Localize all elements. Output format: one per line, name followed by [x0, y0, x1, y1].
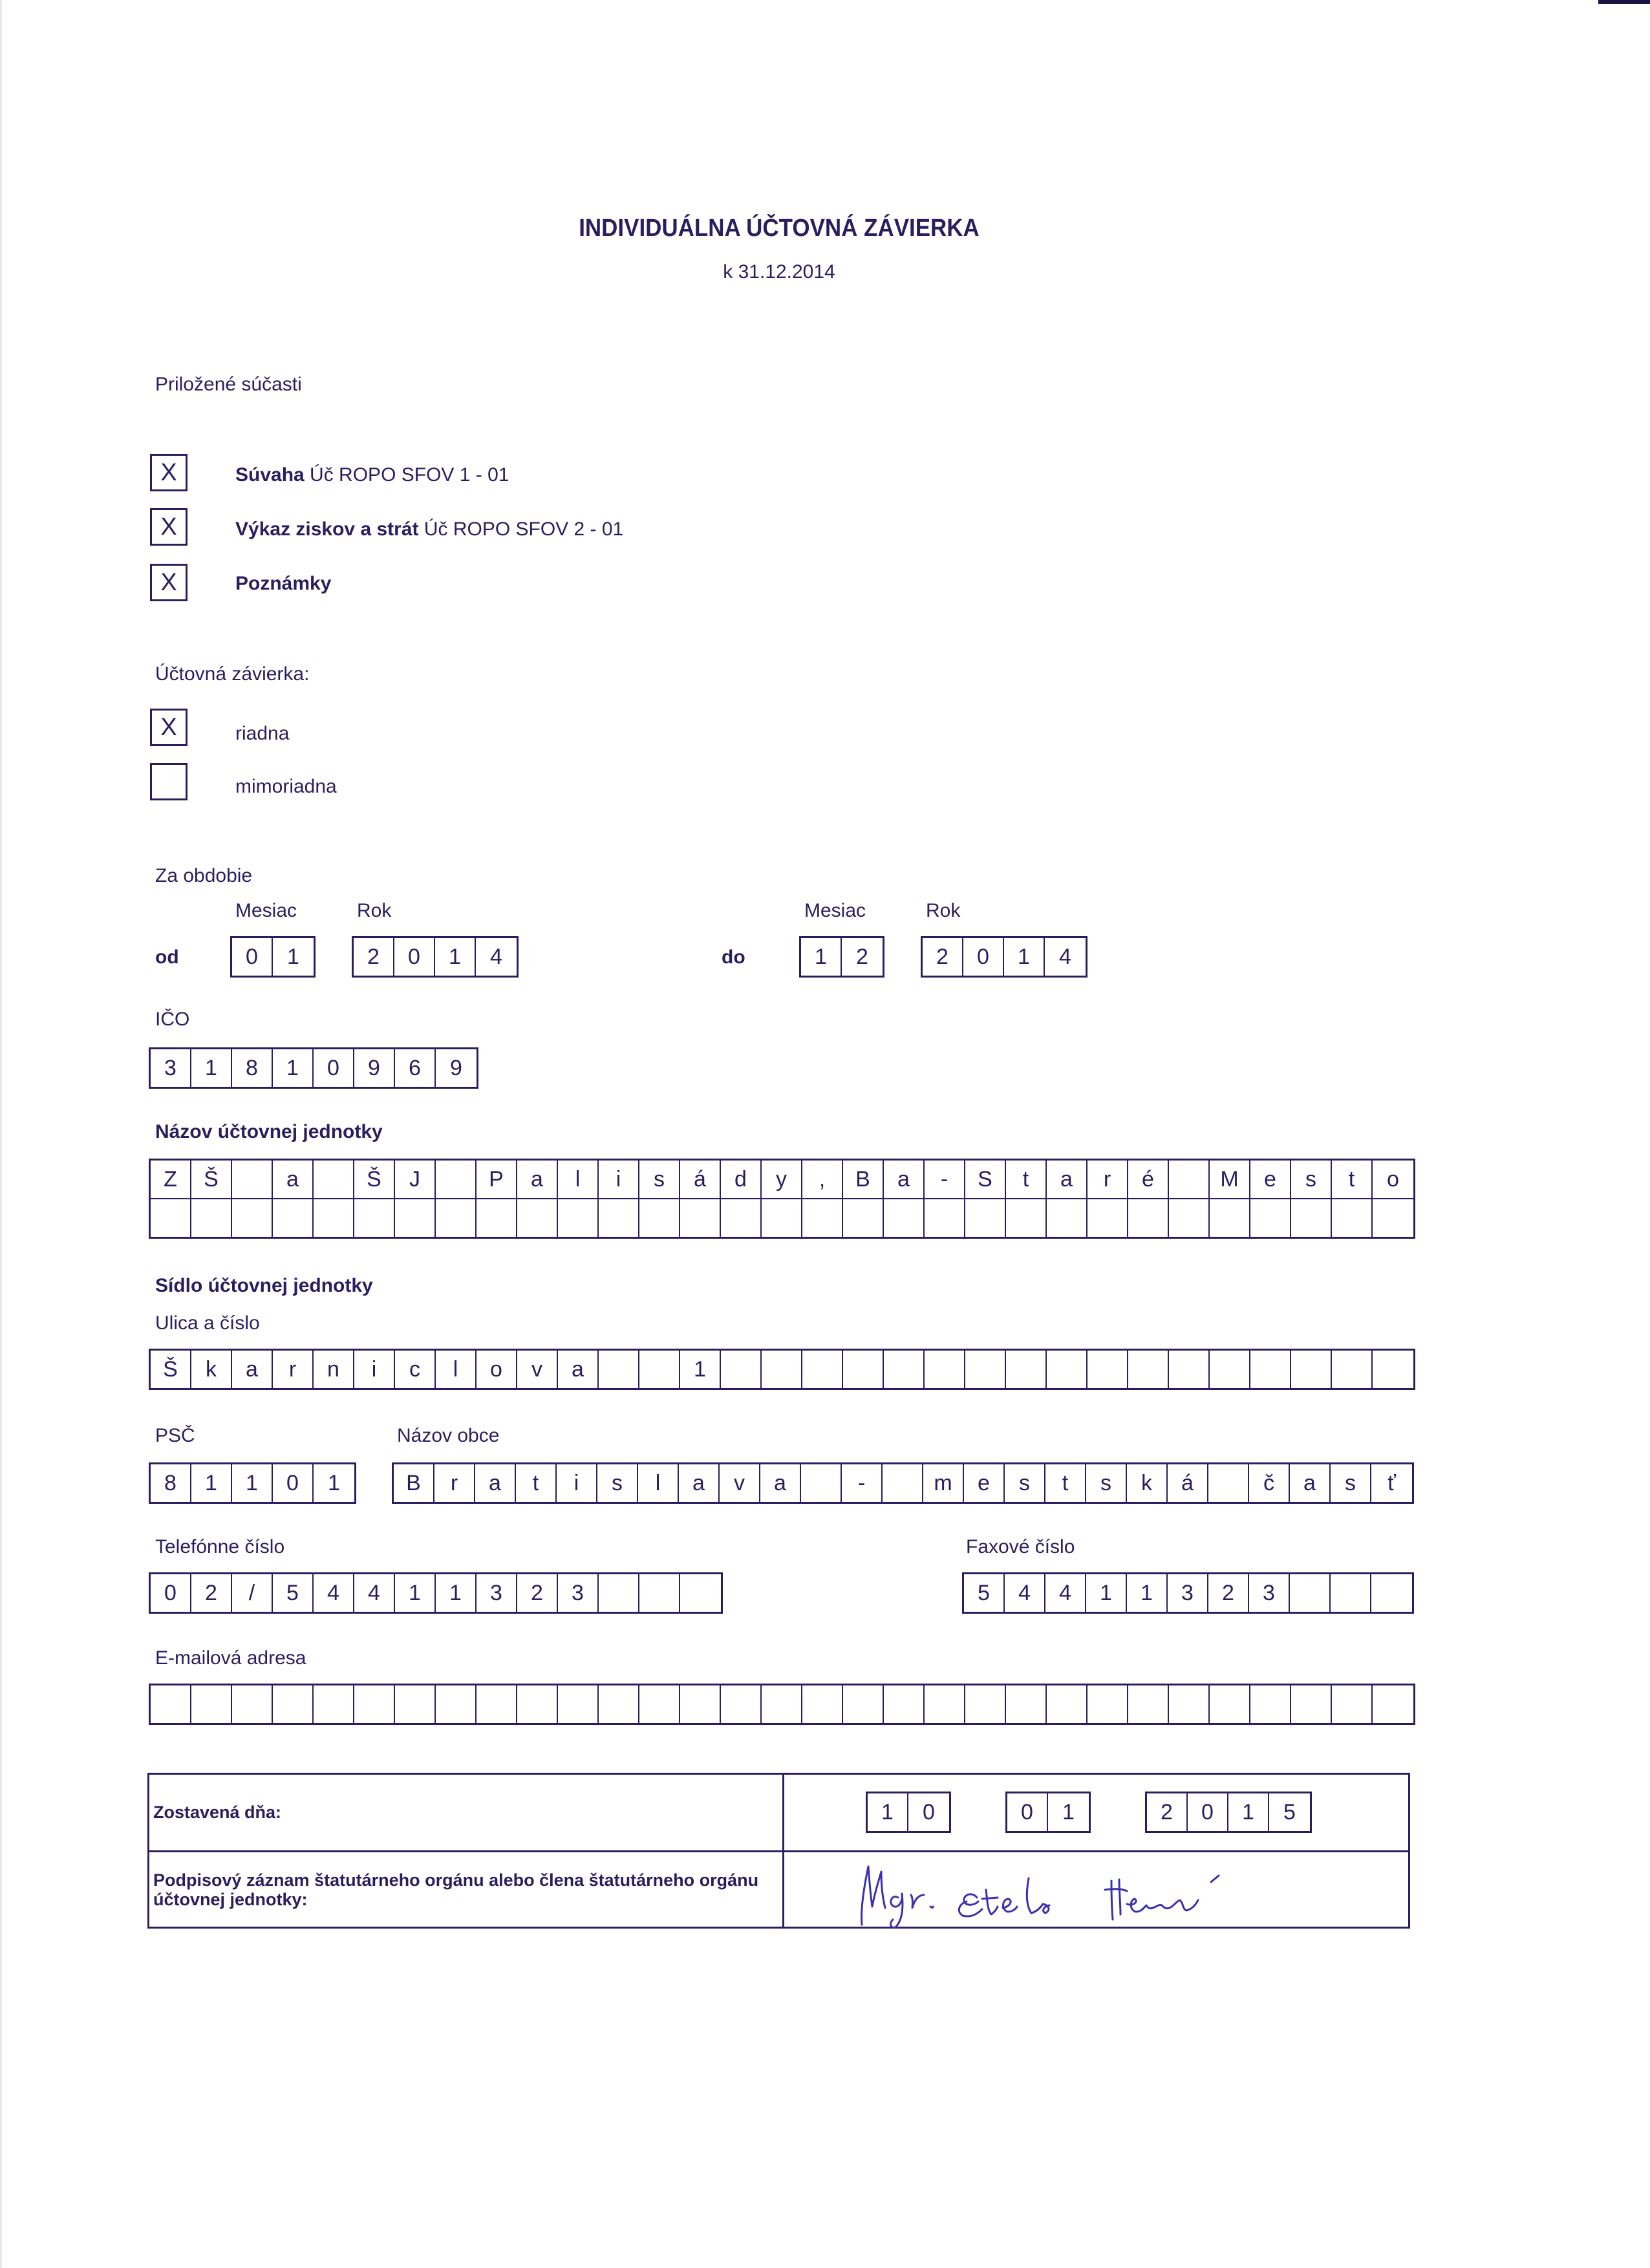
char-cell: [883, 1464, 923, 1502]
char-cell: [843, 1685, 884, 1723]
char-cell: i: [354, 1351, 395, 1388]
char-cell: [314, 1199, 354, 1237]
attachments-heading: Priložené súčasti: [155, 374, 302, 395]
period-from-year-label: Rok: [357, 900, 392, 921]
char-cell: [354, 1199, 395, 1237]
char-cell: a: [273, 1161, 314, 1198]
char-cell: s: [1331, 1464, 1371, 1502]
char-cell: [1047, 1351, 1088, 1388]
digit-cell: 3: [1168, 1574, 1208, 1612]
char-cell: [843, 1351, 884, 1388]
digit-cell: 4: [1059, 945, 1071, 969]
char-cell: [232, 1161, 273, 1198]
document-date: k 31.12.2014: [723, 261, 835, 283]
digit-cell: 8: [232, 1049, 273, 1087]
char-cell: [191, 1199, 232, 1237]
digit-cell: 1: [868, 1793, 908, 1831]
handwritten-signature: [784, 1852, 1418, 1929]
char-cell: t: [1045, 1464, 1086, 1502]
seat-heading: Sídlo účtovnej jednotky: [155, 1275, 373, 1296]
char-cell: č: [1249, 1464, 1290, 1502]
char-cell: [1332, 1199, 1373, 1237]
char-cell: [1210, 1685, 1250, 1723]
char-cell: r: [1088, 1161, 1128, 1198]
digit-cell: 2: [856, 945, 868, 969]
char-cell: l: [436, 1351, 477, 1388]
char-cell: [517, 1685, 558, 1723]
digit-cell: 1: [1228, 1793, 1269, 1831]
char-cell: [354, 1685, 395, 1723]
char-cell: t: [516, 1464, 557, 1502]
char-cell: [1373, 1199, 1413, 1237]
char-cell: [395, 1685, 436, 1723]
char-cell: o: [477, 1351, 517, 1388]
attachment-row-suvaha: [150, 454, 188, 491]
char-cell: [517, 1199, 558, 1237]
digit-cell: 2: [1208, 1574, 1249, 1612]
period-heading: Za obdobie: [155, 865, 253, 886]
char-cell: [965, 1685, 1006, 1723]
char-cell: [191, 1685, 232, 1723]
phone-field[interactable]: [149, 1572, 723, 1614]
char-cell: [843, 1199, 884, 1237]
char-cell: [925, 1685, 965, 1723]
char-cell: M: [1210, 1161, 1250, 1198]
period-from-label: od: [155, 947, 179, 968]
attachment-label: [235, 573, 331, 595]
char-cell: l: [558, 1161, 599, 1198]
char-cell: [599, 1351, 639, 1388]
digit-cell: 4: [1005, 1574, 1045, 1612]
char-cell: [273, 1685, 314, 1723]
char-cell: [1291, 1351, 1332, 1388]
char-cell: t: [1332, 1161, 1373, 1198]
digit-cell: 0: [394, 938, 435, 976]
period-from-month[interactable]: [230, 936, 316, 978]
char-cell: á: [1168, 1464, 1208, 1502]
sign-label: Podpisový záznam štatutárneho orgánu alebo člena štatutárneho orgánu účtovnej jednotky:: [153, 1870, 759, 1909]
char-cell: [1332, 1351, 1373, 1388]
char-cell: m: [923, 1464, 964, 1502]
char-cell: [639, 1685, 680, 1723]
char-cell: r: [434, 1464, 475, 1502]
digit-cell: 4: [314, 1574, 354, 1612]
char-cell: [1332, 1685, 1373, 1723]
attachment-label-rest: Úč ROPO SFOV 1 - 01: [304, 464, 509, 486]
phone-label: Telefónne číslo: [155, 1536, 285, 1557]
char-cell: [762, 1199, 802, 1237]
digit-cell: 3: [151, 1049, 191, 1087]
digit-cell: 4: [490, 945, 502, 969]
char-cell: [884, 1351, 925, 1388]
digit-cell: 1: [801, 938, 842, 976]
char-cell: s: [1005, 1464, 1045, 1502]
char-cell: l: [638, 1464, 679, 1502]
digit-cell: [1290, 1574, 1331, 1612]
email-field[interactable]: [149, 1684, 1415, 1725]
char-cell: [639, 1199, 680, 1237]
entity-name-row: [151, 1198, 1413, 1237]
char-cell: J: [395, 1161, 436, 1198]
char-cell: [1006, 1685, 1047, 1723]
digit-cell: 1: [1127, 1574, 1168, 1612]
char-cell: n: [314, 1351, 354, 1388]
char-cell: [1373, 1685, 1413, 1723]
char-cell: a: [517, 1161, 558, 1198]
char-cell: [599, 1685, 639, 1723]
char-cell: [477, 1199, 517, 1237]
char-cell: a: [760, 1464, 801, 1502]
attachment-label: [235, 464, 509, 486]
char-cell: [477, 1685, 517, 1723]
digit-cell: 2: [517, 1574, 558, 1612]
char-cell: [884, 1685, 925, 1723]
digit-cell: 4: [354, 1574, 395, 1612]
char-cell: [1169, 1199, 1210, 1237]
char-cell: [802, 1199, 843, 1237]
digit-cell: 0: [232, 938, 273, 976]
digit-cell: 2: [191, 1574, 232, 1612]
char-cell: [558, 1199, 599, 1237]
char-cell: [558, 1685, 599, 1723]
char-cell: [314, 1685, 354, 1723]
digit-cell: /: [232, 1574, 273, 1612]
char-cell: a: [679, 1464, 720, 1502]
char-cell: e: [1250, 1161, 1291, 1198]
char-cell: -: [925, 1161, 965, 1198]
char-cell: [925, 1199, 965, 1237]
digit-cell: 9: [450, 1056, 462, 1080]
char-cell: [273, 1199, 314, 1237]
digit-cell: 1: [1004, 938, 1045, 976]
digit-cell: [1371, 1574, 1412, 1612]
scan-mark: [1598, 0, 1650, 4]
char-cell: [802, 1351, 843, 1388]
char-cell: s: [639, 1161, 680, 1198]
char-cell: ,: [802, 1161, 843, 1198]
psc-label: PSČ: [155, 1425, 195, 1446]
sign-label-cell: [149, 1852, 784, 1928]
attachment-checkbox[interactable]: X: [150, 454, 188, 491]
char-cell: -: [842, 1464, 883, 1502]
char-cell: [802, 1685, 843, 1723]
digit-cell: 3: [558, 1574, 599, 1612]
street-label: Ulica a číslo: [155, 1312, 260, 1334]
char-cell: [1128, 1351, 1169, 1388]
char-cell: t: [1006, 1161, 1047, 1198]
attachment-label-bold: Súvaha: [235, 464, 305, 486]
digit-cell: 2: [923, 938, 963, 976]
char-cell: S: [965, 1161, 1006, 1198]
digit-cell: 0: [1007, 1793, 1048, 1831]
char-cell: [639, 1351, 680, 1388]
digit-cell: 0: [273, 1464, 314, 1502]
char-cell: Z: [151, 1161, 191, 1198]
char-cell: i: [599, 1161, 639, 1198]
char-cell: [1208, 1464, 1249, 1502]
char-cell: [1169, 1685, 1210, 1723]
char-cell: a: [1290, 1464, 1331, 1502]
char-cell: [1169, 1351, 1210, 1388]
digit-cell: 5: [1283, 1800, 1296, 1824]
char-cell: [1128, 1199, 1169, 1237]
char-cell: [1088, 1351, 1128, 1388]
char-cell: [1169, 1161, 1210, 1198]
char-cell: [436, 1685, 477, 1723]
signature-table: [147, 1773, 1410, 1929]
char-cell: [721, 1351, 762, 1388]
attachment-label-bold: Výkaz ziskov a strát: [235, 519, 419, 540]
char-cell: [1047, 1199, 1088, 1237]
char-cell: [1373, 1351, 1413, 1388]
ico-label: IČO: [155, 1009, 190, 1030]
char-cell: [680, 1199, 721, 1237]
period-to-year-label: Rok: [926, 900, 961, 921]
closing-option-regular: [150, 709, 188, 746]
compiled-label-cell: [149, 1774, 784, 1852]
entity-name-field[interactable]: [149, 1159, 1415, 1239]
digit-cell: 1: [1062, 1800, 1075, 1824]
attachment-checkbox[interactable]: X: [150, 564, 188, 601]
closing-option-label: mimoriadna: [235, 776, 337, 797]
attachment-label-bold: Poznámky: [235, 573, 332, 594]
attachment-row-poznamky: [150, 564, 188, 601]
char-cell: [1250, 1685, 1291, 1723]
attachment-label: [235, 519, 623, 540]
digit-cell: 1: [232, 1464, 273, 1502]
char-cell: [925, 1351, 965, 1388]
digit-cell: 8: [151, 1464, 191, 1502]
char-cell: v: [720, 1464, 760, 1502]
char-cell: a: [232, 1351, 273, 1388]
char-cell: [884, 1199, 925, 1237]
compiled-date-cell: [784, 1774, 1409, 1852]
compiled-year[interactable]: [1145, 1792, 1312, 1833]
char-cell: [232, 1685, 273, 1723]
digit-cell: 3: [1249, 1574, 1290, 1612]
period-to-month-label: Mesiac: [804, 900, 866, 921]
email-label: E-mailová adresa: [155, 1647, 306, 1669]
char-cell: [314, 1161, 354, 1198]
char-cell: [1210, 1351, 1250, 1388]
char-cell: [1291, 1685, 1332, 1723]
char-cell: Š: [191, 1161, 232, 1198]
digit-cell: 9: [354, 1049, 395, 1087]
document-title: INDIVIDUÁLNA ÚČTOVNÁ ZÁVIERKA: [579, 215, 980, 242]
char-cell: v: [517, 1351, 558, 1388]
char-cell: k: [1127, 1464, 1168, 1502]
char-cell: [436, 1199, 477, 1237]
char-cell: [395, 1199, 436, 1237]
digit-cell: [1331, 1574, 1371, 1612]
char-cell: s: [597, 1464, 638, 1502]
digit-cell: [680, 1574, 721, 1612]
fax-label: Faxové číslo: [966, 1536, 1075, 1557]
digit-cell: 1: [191, 1464, 232, 1502]
town-field[interactable]: [392, 1462, 1414, 1504]
digit-cell: 1: [435, 938, 476, 976]
digit-cell: 1: [1086, 1574, 1127, 1612]
ico-field[interactable]: [149, 1047, 478, 1089]
attachment-label-rest: Úč ROPO SFOV 2 - 01: [418, 519, 624, 540]
char-cell: c: [395, 1351, 436, 1388]
digit-cell: 6: [395, 1049, 436, 1087]
char-cell: [721, 1199, 762, 1237]
signature-cell: [784, 1852, 1409, 1928]
char-cell: [762, 1685, 802, 1723]
digit-cell: 0: [151, 1574, 191, 1612]
char-cell: a: [475, 1464, 516, 1502]
digit-cell: 3: [477, 1574, 517, 1612]
char-cell: d: [721, 1161, 762, 1198]
digit-cell: [599, 1574, 639, 1612]
char-cell: [151, 1685, 191, 1723]
char-cell: [151, 1199, 191, 1237]
town-label: Názov obce: [397, 1425, 500, 1446]
digit-cell: 1: [395, 1574, 436, 1612]
scan-edge: [0, 0, 2, 2268]
attachment-row-vykaz: [150, 508, 188, 546]
char-cell: [1088, 1685, 1128, 1723]
period-from-month-label: Mesiac: [235, 900, 297, 921]
entity-name-row: [151, 1161, 1413, 1198]
digit-cell: 2: [354, 938, 394, 976]
closing-type-heading: Účtovná závierka:: [155, 663, 310, 685]
char-cell: k: [191, 1351, 232, 1388]
char-cell: B: [843, 1161, 884, 1198]
period-from-year[interactable]: [352, 936, 519, 978]
char-cell: r: [273, 1351, 314, 1388]
char-cell: i: [557, 1464, 597, 1502]
char-cell: [965, 1199, 1006, 1237]
char-cell: [1088, 1199, 1128, 1237]
char-cell: [1250, 1351, 1291, 1388]
closing-option-extraordinary: [150, 763, 188, 800]
closing-checkbox[interactable]: [150, 763, 188, 800]
period-to-month[interactable]: [799, 936, 884, 978]
compiled-label: Zostavená dňa:: [153, 1803, 282, 1822]
char-cell: [1291, 1199, 1332, 1237]
street-field[interactable]: [149, 1349, 1415, 1390]
char-cell: [599, 1199, 639, 1237]
closing-checkbox[interactable]: X: [150, 709, 188, 746]
attachment-checkbox[interactable]: X: [150, 508, 188, 546]
char-cell: B: [394, 1464, 434, 1502]
char-cell: [721, 1685, 762, 1723]
char-cell: e: [964, 1464, 1005, 1502]
digit-cell: 0: [923, 1800, 935, 1824]
char-cell: á: [680, 1161, 721, 1198]
digit-cell: 0: [1188, 1793, 1228, 1831]
digit-cell: 0: [314, 1049, 354, 1087]
char-cell: a: [884, 1161, 925, 1198]
entity-name-label: Názov účtovnej jednotky: [155, 1121, 383, 1142]
char-cell: a: [558, 1351, 599, 1388]
fax-field[interactable]: [962, 1572, 1414, 1614]
digit-cell: 1: [287, 945, 299, 969]
compiled-day[interactable]: [866, 1792, 951, 1833]
digit-cell: 1: [191, 1049, 232, 1087]
char-cell: [1006, 1199, 1047, 1237]
char-cell: [1047, 1685, 1088, 1723]
char-cell: o: [1387, 1167, 1399, 1192]
closing-option-label: riadna: [235, 723, 290, 744]
char-cell: a: [1047, 1161, 1088, 1198]
digit-cell: 1: [436, 1574, 477, 1612]
compiled-month[interactable]: [1005, 1792, 1091, 1833]
char-cell: [965, 1351, 1006, 1388]
char-cell: s: [1086, 1464, 1127, 1502]
char-cell: Š: [354, 1161, 395, 1198]
digit-cell: [639, 1574, 680, 1612]
char-cell: é: [1128, 1161, 1169, 1198]
char-cell: [680, 1685, 721, 1723]
digit-cell: 5: [273, 1574, 314, 1612]
digit-cell: 5: [964, 1574, 1005, 1612]
char-cell: [1006, 1351, 1047, 1388]
char-cell: [1210, 1199, 1250, 1237]
char-cell: [1128, 1685, 1169, 1723]
digit-cell: 0: [963, 938, 1004, 976]
char-cell: 1: [680, 1351, 721, 1388]
char-cell: [801, 1464, 842, 1502]
char-cell: [1250, 1199, 1291, 1237]
period-to-label: do: [722, 947, 745, 968]
digit-cell: 4: [1045, 1574, 1086, 1612]
char-cell: ť: [1388, 1471, 1396, 1495]
digit-cell: 1: [328, 1471, 340, 1495]
char-cell: [762, 1351, 802, 1388]
period-to-year[interactable]: [921, 936, 1088, 978]
char-cell: [232, 1199, 273, 1237]
char-cell: P: [477, 1161, 517, 1198]
char-cell: y: [762, 1161, 802, 1198]
psc-field[interactable]: [149, 1462, 356, 1504]
digit-cell: 1: [273, 1049, 314, 1087]
char-cell: Š: [151, 1351, 191, 1388]
digit-cell: 2: [1147, 1793, 1188, 1831]
char-cell: [436, 1161, 477, 1198]
char-cell: s: [1291, 1161, 1332, 1198]
